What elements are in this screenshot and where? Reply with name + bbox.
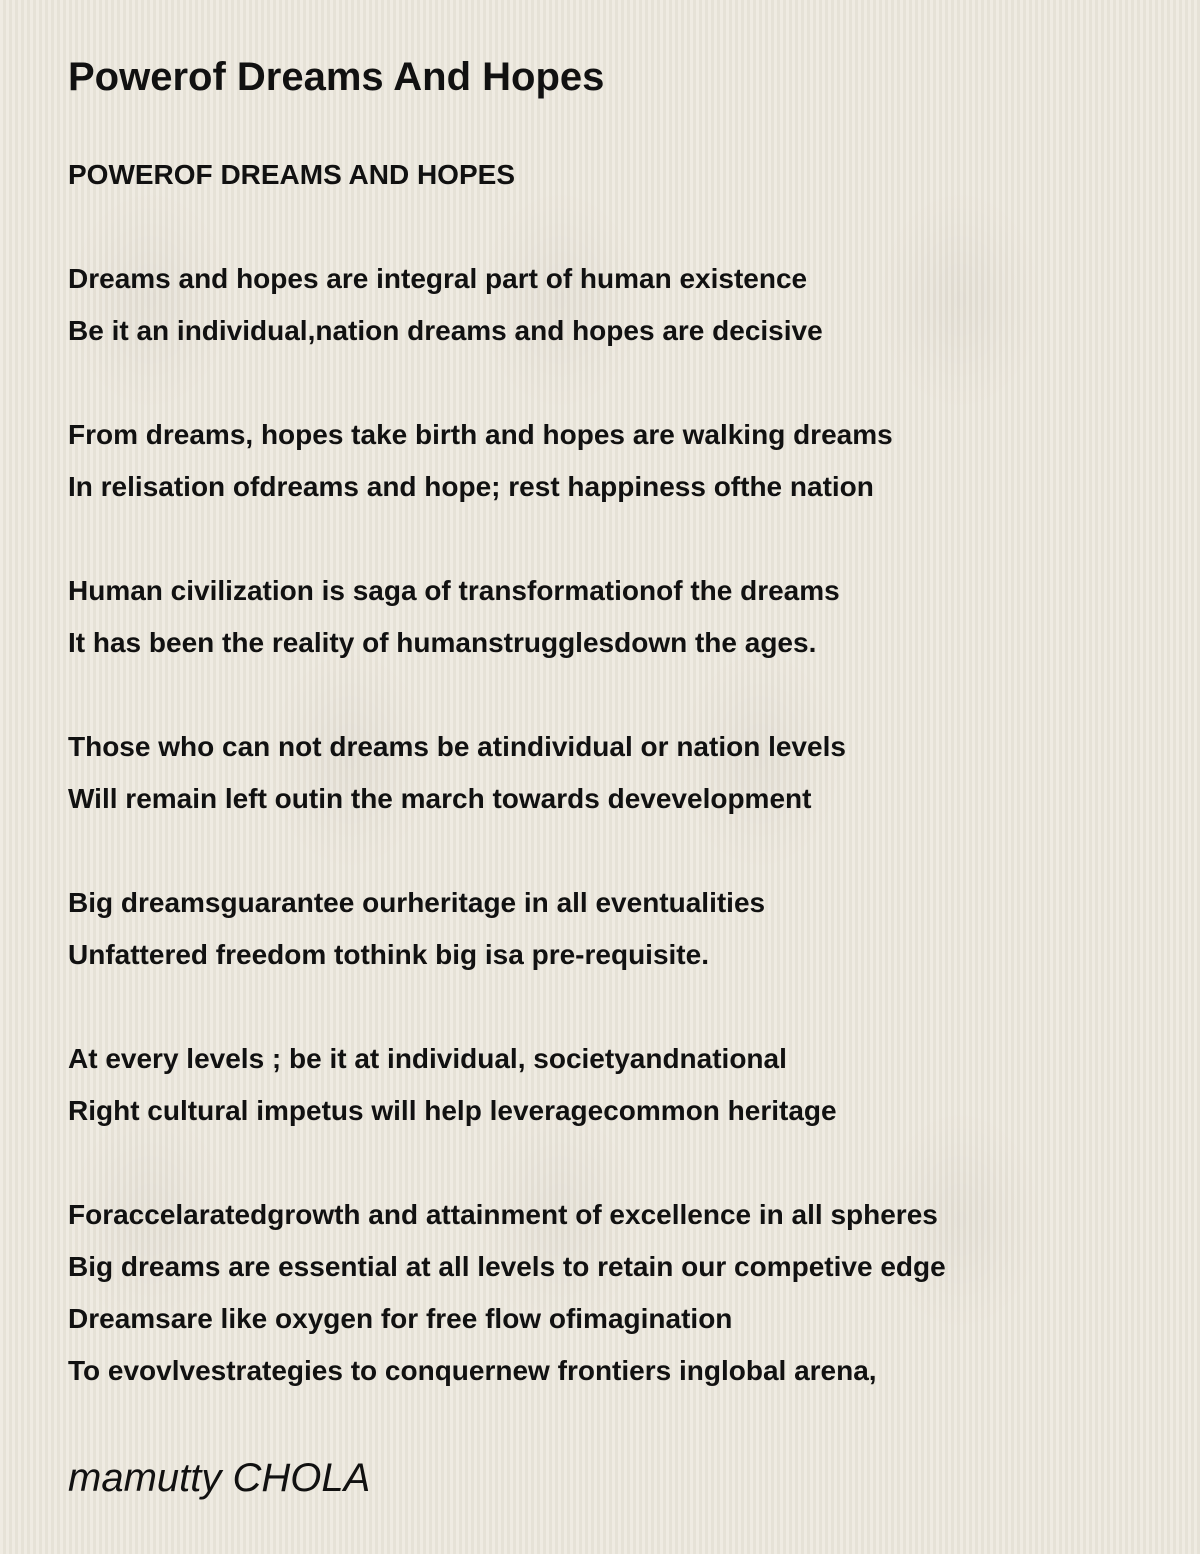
- poem-line: Foraccelaratedgrowth and attainment of excellence in all spheres: [68, 1199, 938, 1230]
- poem-line: Dreams and hopes are integral part of human existence: [68, 263, 808, 294]
- poem-line: It has been the reality of humanstrugglesdown the ages.: [68, 627, 817, 658]
- poem-line: Right cultural impetus will help leveragecommon heritage: [68, 1095, 837, 1126]
- poem-line: [68, 1137, 946, 1189]
- poem-line: Be it an individual,nation dreams and hopes are decisive: [68, 315, 823, 346]
- poem-line: [68, 357, 946, 409]
- poem-line: [68, 201, 946, 253]
- poem-line: Unfattered freedom tothink big isa pre-requisite.: [68, 939, 709, 970]
- poem-line: Big dreams are essential at all levels to retain our competive edge: [68, 1251, 946, 1282]
- poem-line: [68, 981, 946, 1033]
- poem-line: Will remain left outin the march towards devevelopment: [68, 783, 812, 814]
- poem-line: POWEROF DREAMS AND HOPES: [68, 159, 515, 190]
- poem-line: Dreamsare like oxygen for free flow ofimagination: [68, 1303, 733, 1334]
- poem-line: Human civilization is saga of transformationof the dreams: [68, 575, 840, 606]
- poem-body: [68, 149, 946, 1397]
- poem-line: From dreams, hopes take birth and hopes are walking dreams: [68, 419, 893, 450]
- poem-line: Big dreamsguarantee ourheritage in all eventualities: [68, 887, 766, 918]
- poem-line: In relisation ofdreams and hope; rest happiness ofthe nation: [68, 471, 874, 502]
- poem-line: [68, 825, 946, 877]
- poem-author: mamutty CHOLA: [68, 1456, 371, 1500]
- poem-line: [68, 513, 946, 565]
- poem-line: Those who can not dreams be atindividual or nation levels: [68, 731, 846, 762]
- poem-line: At every levels ; be it at individual, societyandnational: [68, 1043, 787, 1074]
- poem-line: [68, 669, 946, 721]
- poem-line: To evovlvestrategies to conquernew frontiers inglobal arena,: [68, 1355, 877, 1386]
- poem-title: Powerof Dreams And Hopes: [68, 55, 605, 99]
